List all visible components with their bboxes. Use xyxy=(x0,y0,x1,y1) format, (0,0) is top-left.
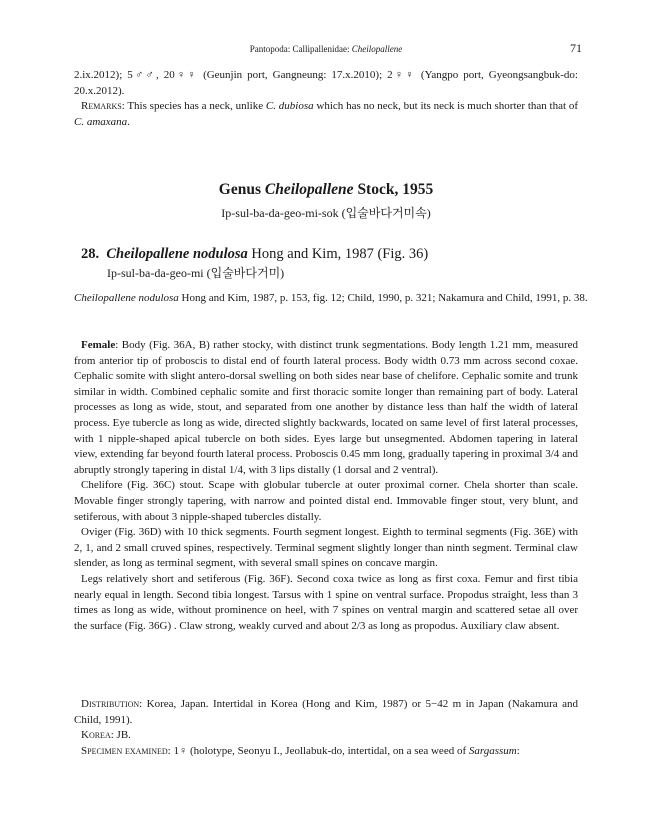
bottom-block xyxy=(74,697,578,759)
specimen-italic: Sargassum xyxy=(468,744,517,757)
top-block xyxy=(74,68,578,130)
synonymy-text: Hong and Kim, 1987, p. 153, fig. 12; Child, 1990, p. 321; Nakamura and Child, 1991, p. 38. xyxy=(178,292,588,304)
korea-text: : JB. xyxy=(110,729,131,742)
distribution-label: Distribution xyxy=(81,698,140,710)
specimen-paragraph xyxy=(74,744,578,760)
genus-suffix: Stock, 1955 xyxy=(353,181,434,198)
specimen-text: : 1♀ (holotype, Seonyu I., Jeollabuk-do, intertidal, on a sea weed of xyxy=(167,744,469,757)
remarks-text-d: C. amaxana xyxy=(74,115,128,128)
remarks-text-a: : This species has a neck, unlike xyxy=(121,100,266,113)
description-block xyxy=(74,338,578,634)
female-text: : Body (Fig. 36A, B) rather stocky, with distinct trunk segmentations. Body length 1.21 mm, measured from anterior tip of proboscis to distal end of fourth lateral process. Body width 0.73 mm across second coxae. Cephalic somite with slight antero-dorsal swelling on both sides near base of chelifore. Cephalic somite and trunk similar in width. Combined cephalic somite and first thoracic somite longer than remaining part of body. Lateral processes as long as wide, stout, and separated from one another by distance less than half the width of lateral process. Eye tubercle as long as wide, directed slightly backwards, located on same level of first lateral processes, with 1 nipple-shaped apical tubercle on both sides. Eyes large but unsegmented. Abdomen tapering in lateral view, extending far beyond fourth lateral process. Proboscis 0.45 mm long, gradually tapering in proximal 3/4 and abruptly strongly tapering in distal 1/4, with 3 lips distally (1 dorsal and 2 ventral). xyxy=(74,339,578,476)
distribution-paragraph xyxy=(74,697,578,728)
material-examined-continuation: 2.ix.2012); 5♂♂, 20♀♀ (Geunjin port, Gangneung: 17.x.2010); 2♀♀ (Yangpo port, Gyeongsangbuk-do: 20.x.2012). xyxy=(74,69,578,97)
genus-prefix: Genus xyxy=(218,181,265,198)
korea-paragraph xyxy=(74,728,578,744)
female-label: Female xyxy=(81,339,116,351)
synonymy-name: Cheilopallene nodulosa xyxy=(74,292,179,304)
species-name: Cheilopallene nodulosa xyxy=(106,246,248,262)
korea-label: Korea xyxy=(81,729,111,742)
remarks-text-c: which has no neck, but its neck is much shorter than that of xyxy=(313,100,578,113)
remarks-text-e: . xyxy=(127,115,130,128)
specimen-end: : xyxy=(516,744,520,757)
species-heading xyxy=(81,246,428,263)
oviger-paragraph: Oviger (Fig. 36D) with 10 thick segments. Fourth segment longest. Eighth to terminal segments (Fig. 36E) with 2, 1, and 2 small cruved spines, respectively. Terminal segment slightly longer than ninth segment. Terminal claw slender, as long as terminal segment, with several small spines on concave margin. xyxy=(74,526,578,570)
genus-heading xyxy=(0,181,652,199)
distribution-text: : Korea, Japan. Intertidal in Korea (Hong and Kim, 1987) or 5−42 m in Japan (Nakamura and Child, 1991). xyxy=(74,698,578,726)
page-number: 71 xyxy=(570,41,582,55)
legs-paragraph: Legs relatively short and setiferous (Fig. 36F). Second coxa twice as long as first coxa. Femur and first tibia nearly equal in length. Second tibia longest. Tarsus with 1 spine on ventral surface. Propodus straight, less than 3 times as long as wide, without prominence on heel, with 7 spines on ventral margin and scattered setae all over the surface (Fig. 36G) . Claw strong, weakly curved and about 2/3 as long as propodus. Auxiliary claw absent. xyxy=(74,572,578,632)
running-head xyxy=(0,44,652,54)
remarks-text-b: C. dubiosa xyxy=(265,100,314,113)
running-head-prefix: Pantopoda: Callipallenidae: xyxy=(249,44,352,54)
genus-name: Cheilopallene xyxy=(264,181,354,198)
remarks-paragraph xyxy=(74,99,578,130)
chelifore-paragraph: Chelifore (Fig. 36C) stout. Scape with globular tubercle at outer proximal corner. Chela shorter than scale. Movable finger strongly tapering, with narrow and pointed distal end. Immovable finger stout, very blunt, and setiferous, with about 3 nipple-shaped tubercles distally. xyxy=(74,479,578,523)
genus-korean-name: Ip-sul-ba-da-geo-mi-sok (입술바다거미속) xyxy=(221,206,431,220)
species-authority: Hong and Kim, 1987 (Fig. 36) xyxy=(247,246,429,262)
female-paragraph xyxy=(74,338,578,478)
species-number: 28. xyxy=(81,246,100,262)
remarks-label: Remarks xyxy=(81,100,122,113)
running-head-genus: Cheilopallene xyxy=(351,44,403,54)
species-korean-name: Ip-sul-ba-da-geo-mi (입술바다거미) xyxy=(107,266,285,280)
synonymy xyxy=(74,291,590,307)
specimen-label: Specimen examined xyxy=(81,744,168,757)
